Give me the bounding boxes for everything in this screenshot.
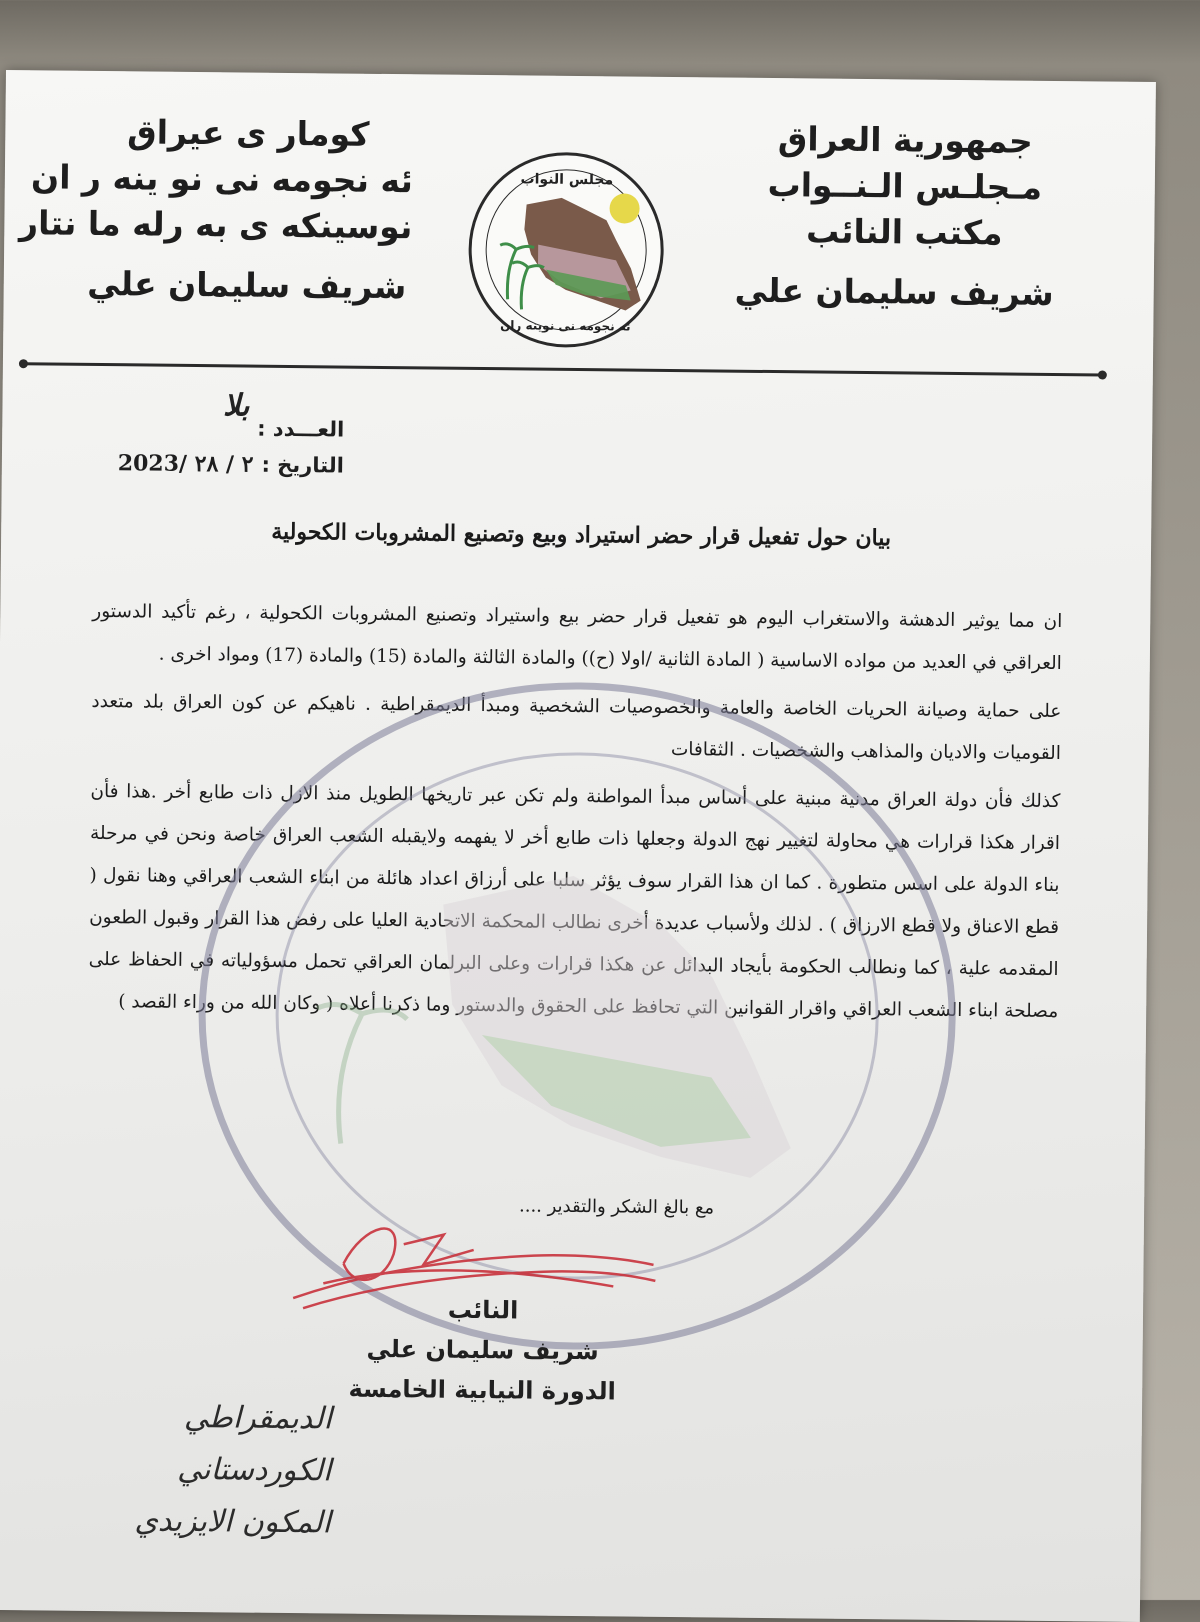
reference-block [94,388,345,484]
country-name-kurdish: كومار ى عيراق [127,112,370,154]
letter-sheet [0,70,1156,1622]
statement-body [88,591,1062,1033]
handwritten-note [31,1390,333,1549]
signature-block [332,1288,633,1411]
note-line-2: المكون الايزيدي [134,1503,331,1541]
signer-name: شريف سليمان علي [366,1334,599,1366]
date-value: 2023/ ٢ / ٢٨ [117,450,254,478]
office-name-arabic: مكتب النائب [805,211,1003,253]
paragraph: على حماية وصيانة الحريات الخاصة والعامة والخصوصيات الشخصية ومبدأ الديمقراطية . ناهيكم عن كون العراق بلد متعدد القوميات والاديان والمذاهب والشخصيات . الثقافات [91,690,1062,765]
arabic-letterhead [734,116,1055,317]
date-row [94,445,344,484]
logo-top-text: مجلس النواب [520,171,614,189]
deputy-name-arabic: شريف سليمان علي [734,270,1054,313]
number-row [94,388,345,448]
number-label: العـــدد : [257,416,345,442]
header-divider [23,362,1103,376]
date-label: التاريخ : [261,452,345,478]
council-name-kurdish: ئه نجومه نى نو ينه ر ان [30,157,414,201]
note-line-1: الديمقراطي الكوردستاني [177,1399,333,1489]
deputy-name-kurdish: شريف سليمان علي [87,263,407,307]
signer-role: النائب [447,1295,519,1325]
kurdish-letterhead [18,109,414,310]
statement-title: بيان حول تفعيل قرار حضر استيراد وبيع وتصنيع المشروبات الكحولية [271,518,892,552]
council-name-arabic: مـجلـس الـنــواب [767,164,1043,207]
office-name-kurdish: نوسينكه ى به رله ما نتار [18,203,413,247]
parliament-logo [465,149,667,351]
paragraph: كذلك فأن دولة العراق مدنية مبنية على أساس مبدأ المواطنة ولم تكن عبر تاريخها الطويل منذ الازل ذات طابع أخر .هذا فأن اقرار هكذا قرارات هي محاولة لتغيير نهج الدولة وجعلها ذات طابع أخر لا يفهمه ولايقبله الشعب العراق خاصة ونحن في مرحلة بناء الدولة على اسس متطورة . كما ان هذا القرار سوف يؤثر سلبا على أرزاق اعداد هائلة من ابناء الشعب العراقي وهنا نقول ( قطع الاعناق ولا قطع الارزاق ) . لذلك ولأسباب عديدة أخرى نطالب المحكمة الاتحادية العليا على رفض هذا القرار وقبول الطعون المقدمه علية ، كما ونطالب الحكومة بأيجاد البدائل عن هكذا قرارات وعلى البرلمان العراقي تحمل مسؤولياته في الحفاظ على مصلحة ابناء الشعب العراقي واقرار القوانين التي تحافظ على الحقوق والدستور وما ذكرنا أعلاه ( وكان الله من وراء القصد ) [88,780,1061,1023]
country-name-arabic: جمهورية العراق [777,119,1033,161]
logo-bottom-text: ئه نجومه نى نوينه ران [500,318,631,334]
parliament-term: الدورة النيابية الخامسة [348,1374,616,1406]
closing-line: مع بالغ الشكر والتقدير .... [518,1195,715,1219]
paragraph: ان مما يوثير الدهشة والاستغراب اليوم هو تفعيل قرار حضر بيع واستيراد وتصنيع المشروبات الكحولية ، رغم تأكيد الدستور العراقي في العديد من مواده الاساسية ( المادة الثانية /اولا (ح)) والمادة الثالثة والمادة (15) والمادة (17) ومواد اخرى . [92,600,1063,675]
number-value: بلا [222,388,250,424]
